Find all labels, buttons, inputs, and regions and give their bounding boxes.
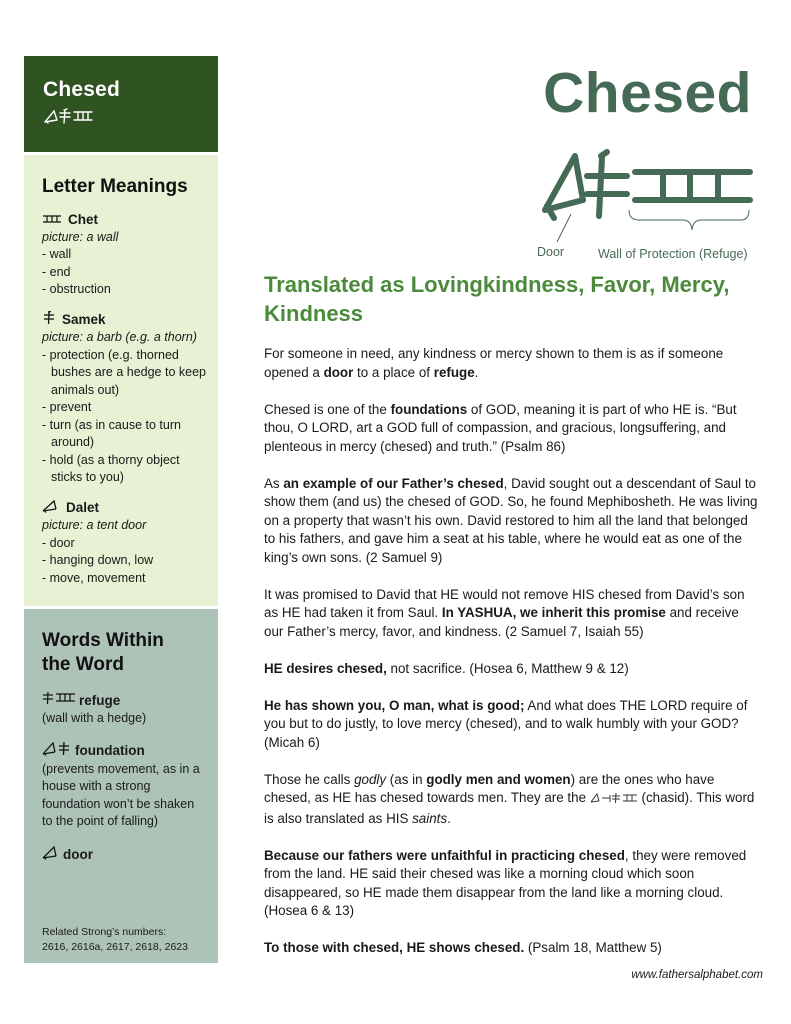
paragraph — [264, 939, 759, 958]
strongs-label: Related Strong’s numbers: — [42, 926, 167, 938]
letter-name-dalet: Dalet — [66, 500, 100, 515]
letter-picture: picture: a tent door — [42, 518, 147, 532]
text: As — [264, 475, 284, 491]
text: , they were removed from the land. HE said their chesed was like a morning cloud which soon disappeared, so HE made them disappear from the land like a morning cloud. (Hosea 6 & 13) — [264, 847, 747, 918]
text: to a place of — [353, 364, 434, 380]
word-desc: (prevents movement, as in a house with a strong foundation won’t be shaken to the point of falling) — [42, 761, 200, 828]
words-within-panel — [24, 609, 218, 963]
samek-glyph-icon — [42, 311, 56, 330]
emphasis: Because our fathers were unfaithful in practicing chesed — [264, 847, 625, 863]
emphasis: HE desires chesed, — [264, 660, 387, 676]
main-content — [264, 345, 759, 976]
wall-label: Wall of Protection (Refuge) — [598, 247, 748, 261]
paragraph — [264, 345, 759, 382]
letter-picture: picture: a wall — [42, 229, 119, 244]
paragraph — [264, 401, 759, 457]
emphasis: godly men and women — [426, 771, 571, 787]
paragraph — [264, 586, 759, 642]
emphasis: To those with chesed, HE shows chesed. — [264, 940, 525, 955]
words-heading-line1: Words Within — [42, 630, 164, 651]
meaning-item: - obstruction — [42, 282, 111, 296]
foundation-glyph-icon — [42, 741, 72, 761]
letter-name-chet: Chet — [68, 212, 98, 227]
emphasis: foundations — [390, 401, 468, 417]
word-title-refuge: refuge — [79, 692, 121, 708]
chet-glyph-icon — [42, 211, 62, 229]
sidebar-title: Chesed — [43, 78, 121, 101]
meaning-item: - hanging down, low — [42, 553, 154, 567]
meaning-item: - turn (as in cause to turn around) — [42, 417, 181, 449]
meaning-item: - wall — [42, 247, 72, 261]
word-title-foundation: foundation — [75, 743, 145, 758]
page-title: Chesed — [543, 61, 752, 125]
text: Those he calls — [264, 771, 355, 787]
words-heading-line2: the Word — [42, 654, 124, 675]
refuge-glyph-icon — [42, 691, 76, 710]
word-door — [42, 845, 208, 865]
meaning-item: - prevent — [42, 400, 92, 414]
emphasis: refuge — [433, 364, 475, 380]
text: . — [474, 364, 479, 380]
text: not sacrifice. (Hosea 6, Matthew 9 & 12) — [386, 660, 629, 676]
door-glyph-icon — [42, 845, 60, 865]
letter-chet — [42, 211, 208, 299]
text: , David sought out a descendant of Saul to show them (and us) the chesed of GOD. So, he found Mephibosheth. He was living on a property that wasn’t his own. David restored to him all the land that belonged to his fathers, and gave him a seat at his table, where he would eat as one of the king’s own sons. (2 Samuel 9) — [264, 475, 758, 565]
door-label: Door — [537, 245, 565, 259]
emphasis: door — [323, 364, 354, 380]
text: (Psalm 18, Matthew 5) — [524, 940, 662, 955]
meaning-item: - hold (as a thorny object sticks to you) — [42, 452, 180, 484]
strongs-numbers — [42, 925, 188, 955]
letter-name-samek: Samek — [62, 312, 106, 327]
text: of GOD, meaning it is part of who HE is. “But thou, O LORD, art a GOD full of compassion, and gracious, longsuffering, and plenteous in mercy (chesed) and truth.” (Psalm 86) — [264, 401, 737, 454]
letter-dalet — [42, 499, 208, 588]
text: For someone in need, any kindness or mercy shown to them is as if someone opened a — [264, 346, 724, 380]
text: And what does THE LORD require of you but to do justly, to love mercy (chesed), and to walk humbly with your GOD? (Micah 6) — [264, 697, 748, 750]
paragraph — [264, 475, 759, 568]
letter-meanings-heading: Letter Meanings — [42, 176, 188, 197]
section-heading: Translated as Lovingkindness, Favor, Mercy, Kindness — [264, 272, 730, 326]
word-desc: (wall with a hedge) — [42, 710, 147, 725]
meaning-item: - protection (e.g. thorned bushes are a hedge to keep animals out) — [42, 347, 206, 397]
text: and receive our Father’s mercy, favor, and kindness. (2 Samuel 7, Isaiah 55) — [264, 605, 739, 639]
text: . — [447, 810, 451, 826]
meaning-item: - end — [42, 264, 71, 279]
words-heading — [42, 629, 208, 677]
word-refuge — [42, 691, 208, 727]
text: Chesed is one of the — [264, 401, 391, 417]
letter-meanings-panel — [24, 155, 218, 606]
letter-picture: picture: a barb (e.g. a thorn) — [42, 330, 197, 344]
text: ) are the ones who have chesed, as HE has chesed towards men. They are the — [264, 771, 715, 805]
italic: saints — [412, 810, 448, 826]
meaning-item: - move, movement — [42, 570, 146, 585]
paragraph — [264, 771, 759, 829]
word-foundation — [42, 741, 208, 831]
text: (as in — [386, 771, 427, 787]
emphasis: an example of our Father’s chesed — [283, 475, 504, 491]
meaning-item: - door — [42, 535, 75, 550]
italic: godly — [354, 771, 387, 787]
paragraph — [264, 697, 759, 753]
text: (chasid). This word is also translated as HIS — [264, 790, 755, 826]
text: It was promised to David that HE would not remove HIS chesed from David’s son as HE had taken it from Saul. — [264, 586, 745, 620]
chasid-glyph-icon — [590, 791, 638, 810]
letter-samek — [42, 311, 208, 487]
emphasis: In YASHUA, we inherit this promise — [441, 605, 666, 620]
strongs-list: 2616, 2616a, 2617, 2618, 2623 — [42, 941, 188, 953]
dalet-glyph-icon — [42, 499, 60, 518]
footer-url: www.fathersalphabet.com — [631, 969, 763, 981]
emphasis: He has shown you, O man, what is good; — [264, 697, 525, 713]
paragraph — [264, 847, 759, 921]
paragraph — [264, 660, 759, 679]
word-title-door: door — [63, 846, 93, 862]
hero-glyph-icon — [535, 148, 760, 253]
